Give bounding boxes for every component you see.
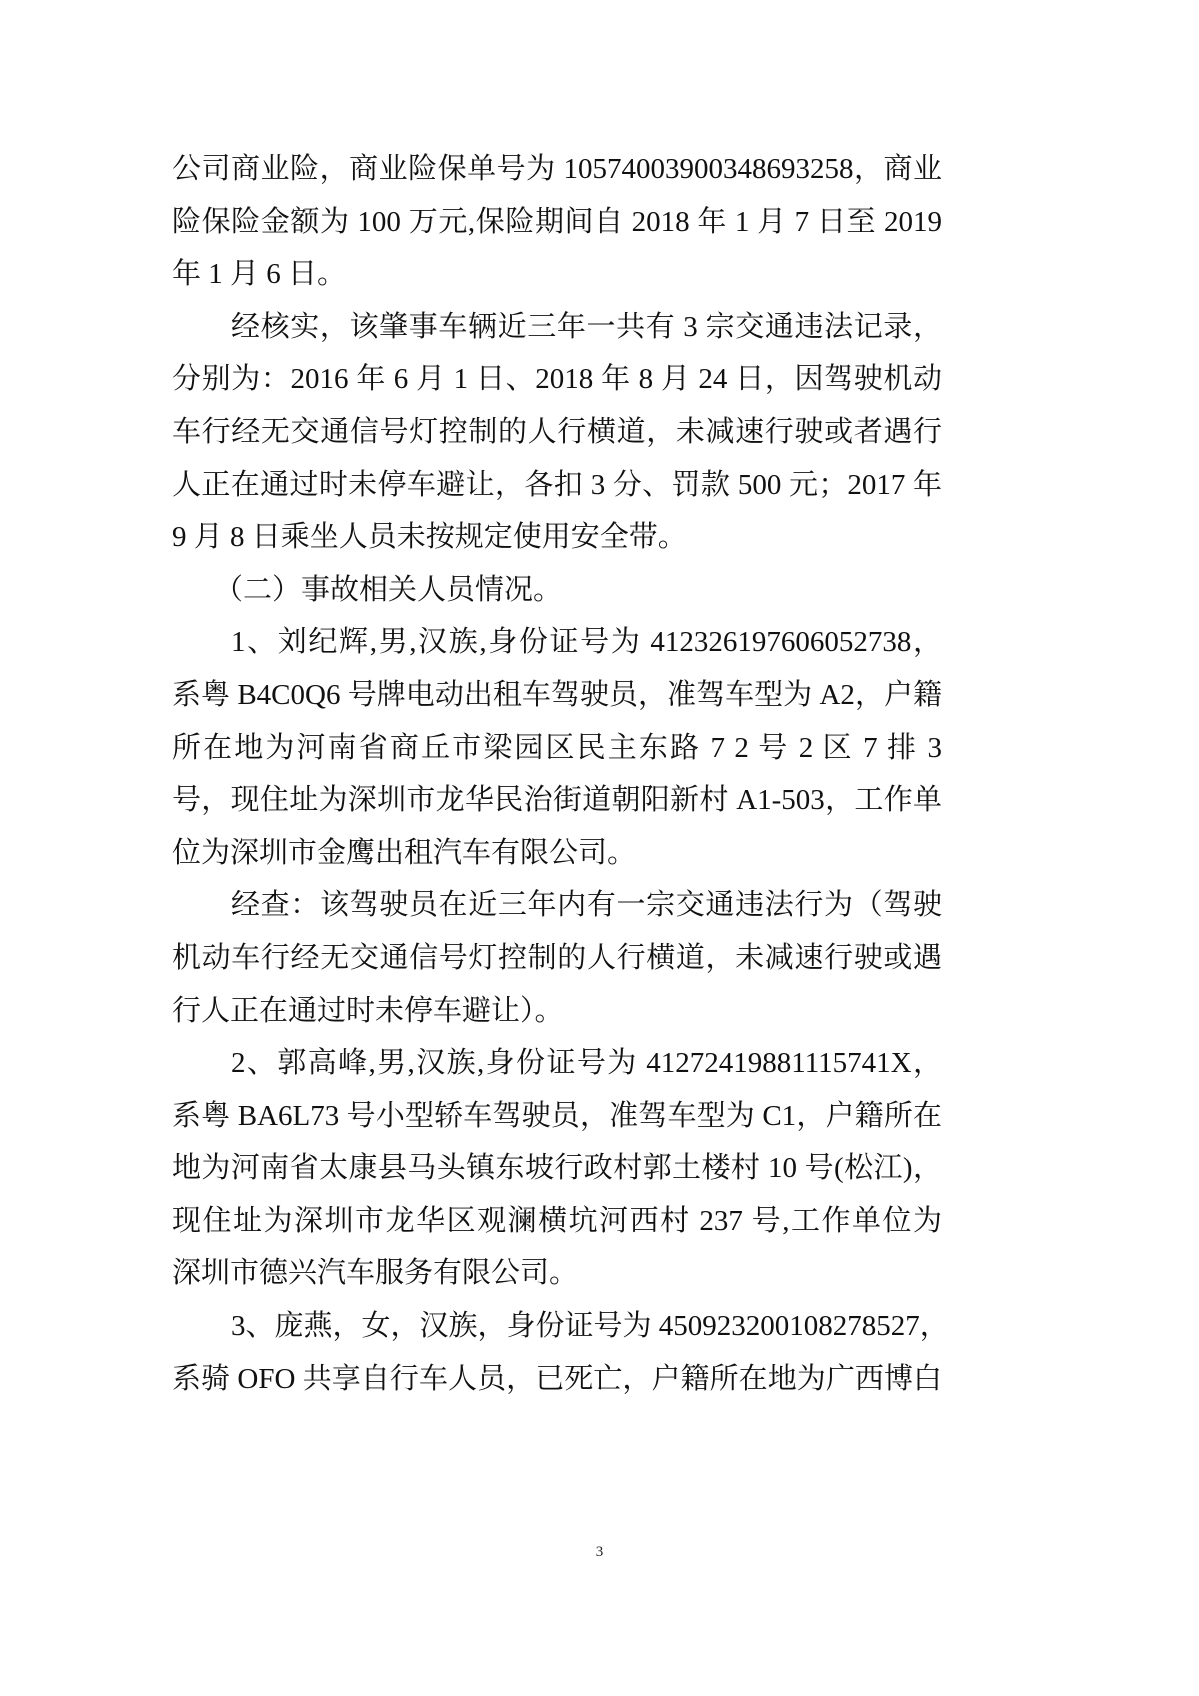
text-line: 系骑 OFO 共享自行车人员，已死亡，户籍所在地为广西博白 — [172, 1362, 942, 1395]
text-line: 经查：该驾驶员在近三年内有一宗交通违法行为（驾驶 — [231, 889, 942, 922]
text-line: 地为河南省太康县马头镇东坡行政村郭土楼村 10 号(松江)， — [172, 1152, 942, 1185]
text-line: 9 月 8 日乘坐人员未按规定使用安全带。 — [172, 521, 687, 554]
text-line: 行人正在通过时未停车避让）。 — [172, 994, 564, 1027]
text-line: 位为深圳市金鹰出租汽车有限公司。 — [172, 836, 637, 869]
text-line: 深圳市德兴汽车服务有限公司。 — [172, 1257, 579, 1290]
text-line: 公司商业险，商业险保单号为 10574003900348693258，商业 — [172, 153, 942, 185]
text-line: 分别为：2016 年 6 月 1 日、2018 年 8 月 24 日，因驾驶机动 — [172, 363, 942, 396]
page-number: 3 — [595, 1544, 604, 1560]
text-line: 2、郭高峰,男,汉族,身份证号为 41272419881115741X， — [231, 1047, 942, 1080]
text-line: 经核实，该肇事车辆近三年一共有 3 宗交通违法记录， — [231, 310, 942, 343]
text-line: 系粤 BA6L73 号小型轿车驾驶员，准驾车型为 C1，户籍所在 — [172, 1099, 942, 1132]
text-line: 3、庞燕，女，汉族，身份证号为 450923200108278527， — [231, 1310, 949, 1343]
section-heading: （二）事故相关人员情况。 — [214, 573, 563, 606]
text-line: 车行经无交通信号灯控制的人行横道，未减速行驶或者遇行 — [172, 415, 942, 448]
text-line: 人正在通过时未停车避让，各扣 3 分、罚款 500 元；2017 年 — [172, 468, 942, 501]
text-line: 险保险金额为 100 万元,保险期间自 2018 年 1 月 7 日至 2019 — [172, 205, 942, 238]
text-line: 号，现住址为深圳市龙华民治街道朝阳新村 A1-503，工作单 — [172, 784, 942, 817]
text-line: 系粤 B4C0Q6 号牌电动出租车驾驶员，准驾车型为 A2，户籍 — [172, 678, 942, 711]
text-line: 年 1 月 6 日。 — [172, 258, 347, 291]
text-line: 现住址为深圳市龙华区观澜横坑河西村 237 号,工作单位为 — [172, 1204, 942, 1237]
text-line: 机动车行经无交通信号灯控制的人行横道，未减速行驶或遇 — [172, 941, 942, 974]
text-line: 1、刘纪辉,男,汉族,身份证号为 412326197606052738， — [231, 626, 942, 659]
document-body — [172, 143, 949, 1405]
text-line: 所在地为河南省商丘市梁园区民主东路 7 2 号 2 区 7 排 3 — [172, 731, 942, 764]
